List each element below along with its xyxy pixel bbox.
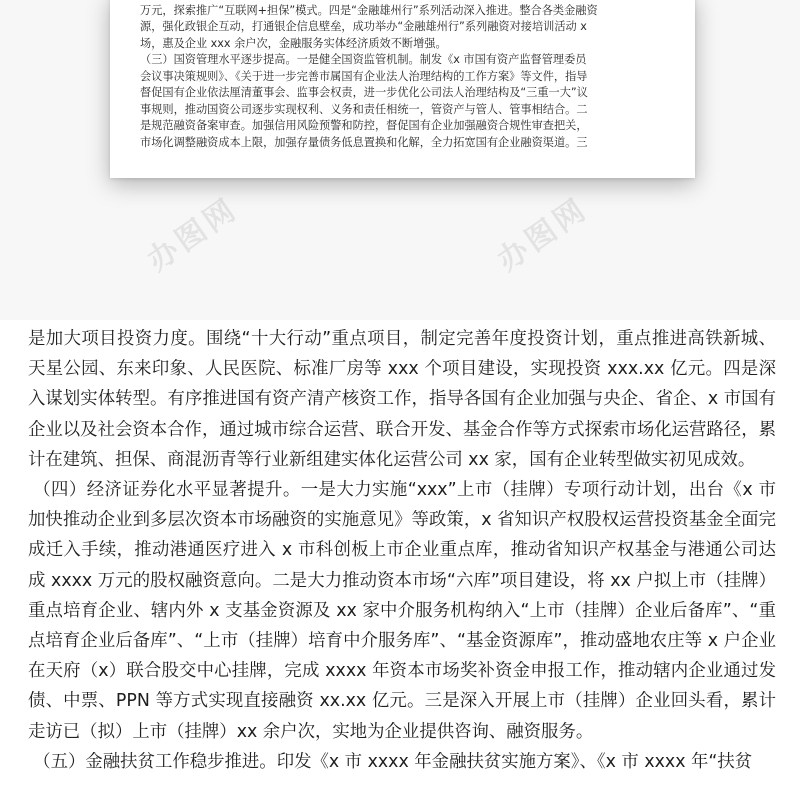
preview-line: （三）国资管理水平逐步提高。一是健全国资监管机制。制发《x 市国有资产监督管理委员 xyxy=(140,53,587,66)
preview-line: 市场化调整融资成本上限，加强存量债务低息置换和化解，全力拓宽国有企业融资渠道。三 xyxy=(140,135,588,149)
preview-line: 事规则，推动国资公司逐步实现权利、义务和责任相统一，管资产与管人、管事相结合。二 xyxy=(140,102,588,116)
preview-line: 万元，探索推广“互联网+担保”模式。四是“金融雄州行”系列活动深入推进。整合各类金融资 xyxy=(140,3,598,17)
document-body xyxy=(28,324,776,777)
body-paragraph: 是加大项目投资力度。围绕“十大行动”重点项目，制定完善年度投资计划，重点推进高铁新城、天星公园、东来印象、人民医院、标准厂房等 xxx 个项目建设，实现投资 xxx.xx 亿元。四是深入谋划实体转型。有序推进国有资产清产核资工作，指导各国有企业加强与央企、省企、x 市国有企业以及社会资本合作，通过城市综合运营、联合开发、基金合作等方式探索市场化运营路径，累计在建筑、担保、商混沥青等行业新组建实体化运营公司 xx 家，国有企业转型做实初见成效。 xyxy=(28,329,776,470)
preview-line: 是规范融资备案审查。加强信用风险预警和防控，督促国有企业加强融资合规性审查把关， xyxy=(140,119,588,132)
body-paragraph: （五）金融扶贫工作稳步推进。印发《x 市 xxxx 年金融扶贫实施方案》、《x 市 xxxx 年“扶贫 xyxy=(33,751,753,772)
preview-line: 场，惠及企业 xxx 余户次，金融服务实体经济质效不断增强。 xyxy=(140,36,447,50)
document-preview-card xyxy=(110,0,695,178)
preview-line: 源，强化政银企互动，打通银企信息壁垒，成功举办“金融雄州行”系列融资对接培训活动 x xyxy=(140,20,587,33)
watermark-left: 办图网 xyxy=(141,191,245,279)
preview-line: 会议事决策规则》、《关于进一步完善市属国有企业法人治理结构的工作方案》等文件，指导 xyxy=(140,69,588,83)
body-paragraph: （四）经济证券化水平显著提升。一是大力实施“xxx”上市（挂牌）专项行动计划，出台《x 市加快推动企业到多层次资本市场融资的实施意见》等政策，x 省知识产权股权运营投资基金全面完成迁入手续，推动港通医疗进入 x 市科创板上市企业重点库，推动省知识产权基金与港通公司达成 xxxx 万元的股权融资意向。二是大力推动资本市场“六库”项目建设，将 xx 户拟上市（挂牌）重点培育企业、辖内外 x 支基金资源及 xx 家中介服务机构纳入“上市（挂牌）企业后备库”、“重点培育企业后备库”、“上市（挂牌）培育中介服务库”、“基金资源库”，推动盛地农庄等 x 户企业在天府（x）联合股交中心挂牌，完成 xxxx 年资本市场奖补资金申报工作，推动辖内企业通过发债、中票、PPN 等方式实现直接融资 xx.xx 亿元。三是深入开展上市（挂牌）企业回头看，累计走访已（拟）上市（挂牌）xx 余户次，实地为企业提供咨询、融资服务。 xyxy=(28,480,776,742)
preview-area xyxy=(0,0,800,320)
watermark-right: 办图网 xyxy=(491,191,595,279)
preview-text xyxy=(110,0,695,151)
preview-line: 督促国有企业依法厘清董事会、监事会权责，进一步优化公司法人治理结构及“三重一大”议 xyxy=(140,86,588,99)
